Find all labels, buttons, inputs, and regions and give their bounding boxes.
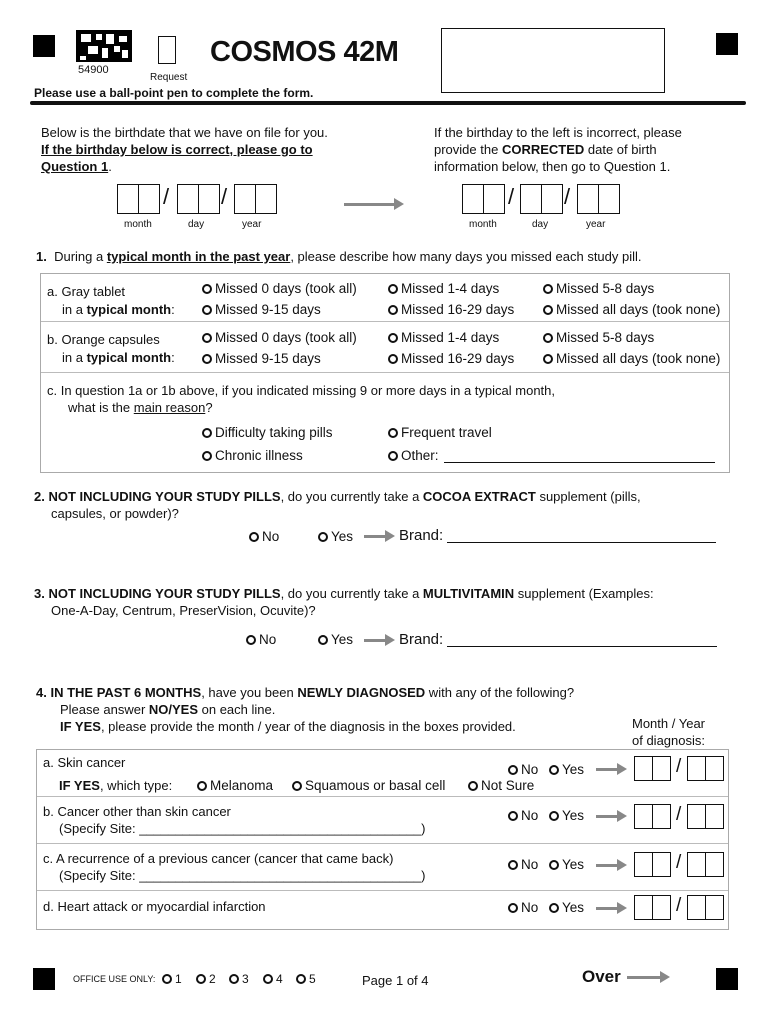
- q1c-text-2a: what is the: [68, 400, 134, 415]
- q2-arrow: [364, 535, 386, 538]
- radio-icon: [296, 974, 306, 984]
- q1b-label-2b: typical month: [86, 350, 172, 365]
- q1a-label-2c: :: [171, 302, 175, 317]
- q1c-text-1: c. In question 1a or 1b above, if you indicated missing 9 or more days in a typical month,: [47, 383, 555, 398]
- radio-icon: [388, 428, 398, 438]
- q4a-no-label: No: [521, 762, 539, 777]
- q4d-no-label: No: [521, 900, 539, 915]
- dob-year-box-2: [255, 184, 277, 214]
- q1c-question: [47, 382, 555, 416]
- q1b-option-9-15-label: Missed 9-15 days: [215, 351, 321, 366]
- q1a-option-all[interactable]: [543, 302, 720, 317]
- radio-icon: [318, 532, 328, 542]
- radio-icon: [388, 333, 398, 343]
- radio-icon: [388, 451, 398, 461]
- q1a-option-5-8-label: Missed 5-8 days: [556, 281, 655, 296]
- q1-divider-2: [41, 372, 729, 373]
- q1c-other-field[interactable]: [444, 449, 715, 463]
- q3-brand-label: Brand:: [399, 631, 444, 648]
- q4-month-year-label-1: Month / Year: [632, 716, 705, 731]
- dob-sep-1: /: [163, 184, 170, 209]
- over-arrowhead: [660, 971, 670, 983]
- corrected-sep-1: /: [508, 184, 515, 209]
- birthdate-right-line-2a: provide the: [434, 142, 502, 157]
- q2-brand-label: Brand:: [399, 527, 444, 544]
- q4c-sep: /: [676, 852, 682, 873]
- radio-icon: [543, 284, 553, 294]
- dob-month-box-1: [117, 184, 139, 214]
- q4a-yes-option[interactable]: [549, 762, 584, 777]
- q1b-option-5-8[interactable]: [543, 330, 654, 345]
- q4-line2-c: on each line.: [198, 702, 276, 717]
- q2-text-b: , do you currently take a: [280, 489, 423, 504]
- q4-month-year-label-2: of diagnosis:: [632, 733, 705, 748]
- office-option-5-label: 5: [309, 972, 316, 986]
- corrected-month-box-2[interactable]: [483, 184, 505, 214]
- q2-text-d: supplement (pills,: [535, 489, 641, 504]
- office-use-label: OFFICE USE ONLY:: [73, 974, 156, 984]
- q2-arrowhead: [385, 530, 395, 542]
- q4a-month-box-1[interactable]: [634, 756, 653, 781]
- q1a-option-9-15-label: Missed 9-15 days: [215, 302, 321, 317]
- page-number: Page 1 of 4: [362, 973, 429, 988]
- q4d-month-box-1[interactable]: [634, 895, 653, 920]
- q4b-date-boxes[interactable]: [634, 804, 724, 832]
- form-id: 54900: [78, 64, 109, 76]
- radio-icon: [388, 354, 398, 364]
- birthdate-right-line-1: If the birthday to the left is incorrect, please: [434, 125, 682, 140]
- dob-sep-2: /: [221, 184, 228, 209]
- request-checkbox[interactable]: [158, 36, 176, 64]
- birthdate-arrow: [344, 203, 394, 206]
- birthdate-right-line-2b: CORRECTED: [501, 142, 585, 157]
- q1-text-a: During a: [54, 249, 107, 264]
- q4a-yes-label: Yes: [562, 762, 585, 777]
- q4c-no-option[interactable]: [508, 857, 538, 872]
- q4c-year-box-1[interactable]: [687, 852, 706, 877]
- q1c-option-travel[interactable]: [388, 425, 492, 440]
- q4-month-year-header: [632, 715, 705, 749]
- q4b-yes-option[interactable]: [549, 808, 584, 823]
- q1-question: [36, 249, 642, 264]
- dob-year-label: year: [242, 219, 262, 230]
- q1a-option-0[interactable]: [202, 281, 357, 296]
- q1a-label-2b: typical month: [86, 302, 172, 317]
- q4a-arrowhead: [617, 763, 627, 775]
- birthdate-right-text: [434, 124, 682, 175]
- q1-text-c: , please describe how many days you missed each study pill.: [290, 249, 642, 264]
- q2-question: [34, 488, 641, 522]
- q4-line3-b: , please provide the month / year of the diagnosis in the boxes provided.: [100, 719, 516, 734]
- corrected-day-label: day: [532, 219, 549, 230]
- radio-icon: [202, 451, 212, 461]
- q2-text-e: capsules, or powder)?: [51, 506, 179, 521]
- corrected-sep-2: /: [564, 184, 571, 209]
- q4d-date-boxes[interactable]: [634, 895, 724, 923]
- q4c-label-1: c. A recurrence of a previous cancer (cancer that came back): [43, 851, 394, 866]
- q3-text-d: supplement (Examples:: [514, 586, 654, 601]
- q1b-option-all-label: Missed all days (took none): [556, 351, 721, 366]
- q1c-text-2b: main reason: [133, 400, 206, 415]
- q4b-year-box-1[interactable]: [687, 804, 706, 829]
- q1-text-b: typical month in the past year: [106, 249, 291, 264]
- q3-question: [34, 585, 654, 619]
- q1b-option-all[interactable]: [543, 351, 720, 366]
- q4c-arrow: [596, 864, 618, 867]
- q4-divider-2: [37, 843, 728, 844]
- request-label: Request: [150, 72, 188, 83]
- q4a-year-box-1[interactable]: [687, 756, 706, 781]
- dob-day-box-2: [198, 184, 220, 214]
- q4d-arrowhead: [617, 902, 627, 914]
- q4a-type-not-sure[interactable]: [468, 778, 534, 793]
- q1b-label-2c: :: [171, 350, 175, 365]
- q1-divider-1: [41, 321, 729, 322]
- q4c-arrowhead: [617, 859, 627, 871]
- birthdate-right-line-3: information below, then go to Question 1.: [434, 159, 671, 174]
- q4a-type-squamous-label: Squamous or basal cell: [305, 778, 446, 793]
- q3-text-a: NOT INCLUDING YOUR STUDY PILLS: [48, 586, 281, 601]
- form-title: COSMOS 42M: [210, 36, 399, 68]
- q1a-label-2a: in a: [62, 302, 87, 317]
- q4-line2-a: Please answer: [60, 702, 149, 717]
- id-label-box: [441, 28, 665, 93]
- q2-no-option[interactable]: [249, 529, 279, 544]
- dob-year-box-1: [234, 184, 256, 214]
- q1b-label-2a: in a: [62, 350, 87, 365]
- q1a-option-1-4[interactable]: [388, 281, 499, 296]
- radio-icon: [246, 635, 256, 645]
- corrected-year-box-2[interactable]: [598, 184, 620, 214]
- q4b-month-box-1[interactable]: [634, 804, 653, 829]
- q3-text-c: MULTIVITAMIN: [422, 586, 515, 601]
- over-arrow: [627, 976, 661, 979]
- q4b-yes-label: Yes: [562, 808, 585, 823]
- corrected-month-box-1[interactable]: [462, 184, 484, 214]
- q1c-option-other[interactable]: [388, 448, 439, 463]
- q3-yes-label: Yes: [331, 632, 354, 647]
- radio-icon: [202, 428, 212, 438]
- q1b-option-1-4-label: Missed 1-4 days: [401, 330, 500, 345]
- q4d-month-box-2[interactable]: [652, 895, 671, 920]
- barcode-icon: [76, 30, 132, 62]
- q1a-option-0-label: Missed 0 days (took all): [215, 281, 357, 296]
- q1c-option-other-label: Other:: [401, 448, 439, 463]
- q1a-label-1: a. Gray tablet: [47, 284, 126, 299]
- q4b-no-label: No: [521, 808, 539, 823]
- q4a-ifyes-a: IF YES: [59, 778, 100, 793]
- birthdate-left-text: [41, 124, 328, 175]
- q4a-type-melanoma[interactable]: [197, 778, 273, 793]
- q4-text-a: IN THE PAST 6 MONTHS: [50, 685, 202, 700]
- radio-icon: [202, 305, 212, 315]
- office-option-2[interactable]: [196, 972, 216, 986]
- q4a-type-squamous[interactable]: [292, 778, 445, 793]
- q3-text-b: , do you currently take a: [280, 586, 423, 601]
- q4-line3-a: IF YES: [60, 719, 101, 734]
- q4a-type-melanoma-label: Melanoma: [210, 778, 274, 793]
- q4a-no-option[interactable]: [508, 762, 538, 777]
- birthdate-arrowhead: [394, 198, 404, 210]
- q3-yes-option[interactable]: [318, 632, 353, 647]
- radio-icon: [229, 974, 239, 984]
- radio-icon: [263, 974, 273, 984]
- q4d-year-box-2[interactable]: [705, 895, 724, 920]
- corrected-year-box-1[interactable]: [577, 184, 599, 214]
- dob-month-label: month: [124, 219, 152, 230]
- q1b-option-0[interactable]: [202, 330, 357, 345]
- radio-icon: [202, 354, 212, 364]
- registration-mark-top-left: [33, 35, 55, 57]
- q4d-label: d. Heart attack or myocardial infarction: [43, 899, 266, 914]
- radio-icon: [543, 354, 553, 364]
- birthdate-right-line-2c: date of birth: [584, 142, 657, 157]
- radio-icon: [318, 635, 328, 645]
- q1c-option-difficulty-label: Difficulty taking pills: [215, 425, 333, 440]
- q1a-option-16-29-label: Missed 16-29 days: [401, 302, 515, 317]
- radio-icon: [543, 333, 553, 343]
- radio-icon: [549, 765, 559, 775]
- q1b-label: [47, 331, 175, 367]
- office-option-5[interactable]: [296, 972, 316, 986]
- q4d-sep: /: [676, 895, 682, 916]
- q3-arrowhead: [385, 634, 395, 646]
- q1a-option-9-15[interactable]: [202, 302, 321, 317]
- q1a-option-1-4-label: Missed 1-4 days: [401, 281, 500, 296]
- q4d-arrow: [596, 907, 618, 910]
- radio-icon: [388, 305, 398, 315]
- office-option-4-label: 4: [276, 972, 283, 986]
- q4-text-d: with any of the following?: [425, 685, 575, 700]
- registration-mark-bottom-right: [716, 968, 738, 990]
- q2-yes-label: Yes: [331, 529, 354, 544]
- corrected-day-box-1[interactable]: [520, 184, 542, 214]
- radio-icon: [543, 305, 553, 315]
- q1a-label: [47, 283, 175, 319]
- q4-text-c: NEWLY DIAGNOSED: [297, 685, 426, 700]
- corrected-year-label: year: [586, 219, 606, 230]
- office-option-3-label: 3: [242, 972, 249, 986]
- radio-icon: [549, 860, 559, 870]
- q4a-date-boxes[interactable]: [634, 756, 724, 784]
- radio-icon: [508, 903, 518, 913]
- q4c-month-box-1[interactable]: [634, 852, 653, 877]
- q2-no-label: No: [262, 529, 280, 544]
- q4a-month-box-2[interactable]: [652, 756, 671, 781]
- q4d-yes-option[interactable]: [549, 900, 584, 915]
- q1-number: 1.: [36, 249, 47, 264]
- q4d-yes-label: Yes: [562, 900, 585, 915]
- radio-icon: [468, 781, 478, 791]
- q4b-month-box-2[interactable]: [652, 804, 671, 829]
- q2-yes-option[interactable]: [318, 529, 353, 544]
- q4a-sep: /: [676, 756, 682, 777]
- q4b-arrow: [596, 815, 618, 818]
- q4c-yes-label: Yes: [562, 857, 585, 872]
- q1a-option-all-label: Missed all days (took none): [556, 302, 721, 317]
- birthdate-left-line-1: Below is the birthdate that we have on file for you.: [41, 125, 328, 140]
- birthdate-left-line-2: If the birthday below is correct, please go to: [41, 142, 313, 157]
- q1c-option-illness-label: Chronic illness: [215, 448, 303, 463]
- q1b-option-16-29-label: Missed 16-29 days: [401, 351, 515, 366]
- q4b-label-2: (Specify Site: _______________________________________): [59, 821, 426, 836]
- registration-mark-top-right: [716, 33, 738, 55]
- q4b-sep: /: [676, 804, 682, 825]
- q2-text-c: COCOA EXTRACT: [422, 489, 536, 504]
- office-option-1[interactable]: [162, 972, 182, 986]
- q1a-option-5-8[interactable]: [543, 281, 654, 296]
- radio-icon: [508, 811, 518, 821]
- q4a-type-not-sure-label: Not Sure: [481, 778, 535, 793]
- q1c-option-illness[interactable]: [202, 448, 303, 463]
- q2-text-a: NOT INCLUDING YOUR STUDY PILLS: [48, 489, 281, 504]
- q4c-label-2: (Specify Site: _______________________________________): [59, 868, 426, 883]
- q4c-no-label: No: [521, 857, 539, 872]
- q3-no-option[interactable]: [246, 632, 276, 647]
- q4-divider-1: [37, 796, 728, 797]
- q4b-year-box-2[interactable]: [705, 804, 724, 829]
- radio-icon: [196, 974, 206, 984]
- radio-icon: [549, 811, 559, 821]
- radio-icon: [508, 765, 518, 775]
- header-rule: [30, 101, 746, 105]
- q4-number: 4.: [36, 685, 47, 700]
- office-option-2-label: 2: [209, 972, 216, 986]
- q4a-ifyes-b: , which type:: [99, 778, 173, 793]
- q3-no-label: No: [259, 632, 277, 647]
- q4c-date-boxes[interactable]: [634, 852, 724, 880]
- birthdate-left-line-3: Question 1: [41, 159, 109, 174]
- q3-brand-field[interactable]: [447, 632, 717, 647]
- q4a-ifyes: [59, 778, 172, 793]
- office-option-1-label: 1: [175, 972, 182, 986]
- pen-instruction: Please use a ball-point pen to complete the form.: [34, 86, 314, 100]
- birthdate-on-file: [117, 184, 277, 218]
- radio-icon: [292, 781, 302, 791]
- q4a-arrow: [596, 768, 618, 771]
- q1b-label-1: b. Orange capsules: [47, 332, 160, 347]
- q4c-label: [43, 850, 426, 884]
- dob-day-box-1: [177, 184, 199, 214]
- q3-number: 3.: [34, 586, 45, 601]
- q3-arrow: [364, 639, 386, 642]
- q4-text-b: , have you been: [201, 685, 298, 700]
- q4a-year-box-2[interactable]: [705, 756, 724, 781]
- q4d-no-option[interactable]: [508, 900, 538, 915]
- q4c-year-box-2[interactable]: [705, 852, 724, 877]
- q1b-option-1-4[interactable]: [388, 330, 499, 345]
- q4-line2-b: NO/YES: [148, 702, 199, 717]
- office-option-3[interactable]: [229, 972, 249, 986]
- registration-mark-bottom-left: [33, 968, 55, 990]
- q1c-text-2c: ?: [205, 400, 213, 415]
- q4-divider-3: [37, 890, 728, 891]
- q4b-label-1: b. Cancer other than skin cancer: [43, 804, 231, 819]
- q2-brand-field[interactable]: [447, 528, 716, 543]
- q1b-option-16-29[interactable]: [388, 351, 514, 366]
- corrected-day-box-2[interactable]: [541, 184, 563, 214]
- q4-question: [36, 684, 574, 735]
- q4d-year-box-1[interactable]: [687, 895, 706, 920]
- radio-icon: [197, 781, 207, 791]
- q2-number: 2.: [34, 489, 45, 504]
- dob-month-box-2: [138, 184, 160, 214]
- q4b-no-option[interactable]: [508, 808, 538, 823]
- corrected-month-label: month: [469, 219, 497, 230]
- dob-day-label: day: [188, 219, 205, 230]
- radio-icon: [202, 284, 212, 294]
- radio-icon: [508, 860, 518, 870]
- q1b-option-5-8-label: Missed 5-8 days: [556, 330, 655, 345]
- radio-icon: [249, 532, 259, 542]
- birthdate-left-period: .: [108, 159, 112, 174]
- q4b-label: [43, 803, 426, 837]
- office-option-4[interactable]: [263, 972, 283, 986]
- radio-icon: [202, 333, 212, 343]
- q3-text-e: One-A-Day, Centrum, PreserVision, Ocuvite)?: [51, 603, 316, 618]
- over-label: Over: [582, 967, 621, 986]
- radio-icon: [388, 284, 398, 294]
- q1a-option-16-29[interactable]: [388, 302, 514, 317]
- q4a-label: a. Skin cancer: [43, 755, 126, 770]
- corrected-birthdate[interactable]: [462, 184, 622, 218]
- q4c-month-box-2[interactable]: [652, 852, 671, 877]
- radio-icon: [549, 903, 559, 913]
- q1c-option-difficulty[interactable]: [202, 425, 333, 440]
- q4c-yes-option[interactable]: [549, 857, 584, 872]
- q1c-option-travel-label: Frequent travel: [401, 425, 492, 440]
- radio-icon: [162, 974, 172, 984]
- q1b-option-9-15[interactable]: [202, 351, 321, 366]
- q4b-arrowhead: [617, 810, 627, 822]
- q1b-option-0-label: Missed 0 days (took all): [215, 330, 357, 345]
